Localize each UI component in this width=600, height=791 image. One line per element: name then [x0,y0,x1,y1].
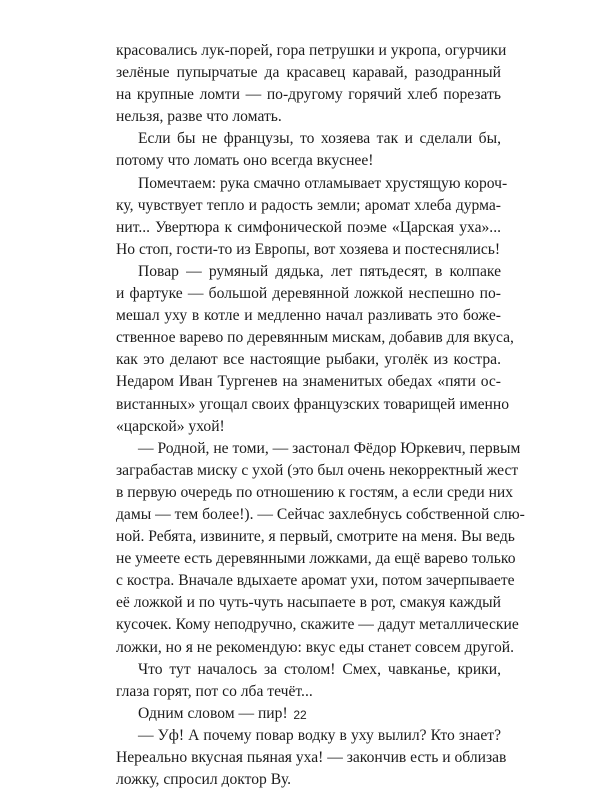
paragraph [116,438,525,659]
text-line: зелёные пупырчатые да красавец каравай, разодранный [116,64,501,82]
text-line: нельзя, разве что ломать. [116,108,282,126]
text-line: «царской» ухой! [116,417,225,435]
text-line: красовались лук-порей, гора петрушки и укропа, огурчики [116,42,507,59]
text-line: потому что ломать оно всегда вкуснее! [116,152,374,170]
text-line: ложку, спросил доктор Ву. [116,771,292,789]
text-line: глаза горят, пот со лба течёт... [116,682,313,700]
text-line: ку, чувствует тепло и радость земли; аромат хлеба дурма- [116,196,501,214]
text-line: мешал уху в котле и медленно начал разливать это боже- [116,307,501,325]
text-line: заграбастав миску с ухой (это был очень некорректный жест [116,461,519,479]
paragraph [116,659,501,703]
text-line: и фартуке — большой деревянной ложкой неспешно по- [116,285,501,303]
text-line: нит... Увертюра к симфонической поэме «Царская уха»... [116,218,501,236]
text-line: не умеете есть деревянными ложками, да ещё варево только [116,550,516,568]
paragraph [116,725,507,791]
text-line: Что тут началось за столом! Смех, чавканье, крики, [138,660,501,678]
text-line: кусочек. Кому неподручно, скажите — дадут металлические [116,616,519,634]
text-line: Если бы не французы, то хозяева так и сделали бы, [138,130,501,148]
text-line: Но стоп, гости-то из Европы, вот хозяева и постеснялись! [116,240,501,258]
paragraph [116,40,507,128]
text-line: дамы — тем более!). — Сейчас захлебнусь собственной слю- [116,505,525,523]
text-line: вистанных» угощал своих французских товарищей именно [116,395,510,413]
book-text [116,40,525,791]
text-line: Повар — румяный дядька, лет пятьдесят, в колпаке [138,262,501,280]
page-body [116,40,525,791]
text-line: ложки, но я не рекомендую: вкус еды станет совсем другой. [116,638,515,656]
text-line: Нереально вкусная пьяная уха! — закончив есть и облизав [116,749,507,766]
text-line: ной. Ребята, извините, я первый, смотрите на меня. Вы ведь [116,528,515,546]
text-line: ственное варево по деревянным мискам, добавив для вкуса, [116,329,514,347]
text-line: на крупные ломти — по-другому горячий хлеб порезать [116,86,501,104]
text-line: Одним словом — пир! [138,704,288,722]
paragraph [116,128,501,172]
paragraph [116,173,508,261]
text-line: Помечтаем: рука смачно отламывает хрустящую короч- [138,174,508,192]
text-line: с костра. Вначале вдыхаете аромат ухи, потом зачерпываете [116,572,515,590]
page-number: 22 [293,708,307,722]
text-line: — Уф! А почему повар водку в уху вылил? Кто знает? [138,726,501,744]
text-line: Недаром Иван Тургенев на знаменитых обедах «пяти ос- [116,373,501,391]
text-line: в первую очередь по отношению к гостям, а если среди них [116,483,514,501]
text-line: как это делают все настоящие рыбаки, уголёк из костра. [116,351,501,369]
text-line: — Родной, не томи, — застонал Фёдор Юркевич, первым [138,439,521,457]
paragraph [116,261,514,438]
text-line: её ложкой и по чуть-чуть насыпаете в рот, смакуя каждый [116,594,501,612]
